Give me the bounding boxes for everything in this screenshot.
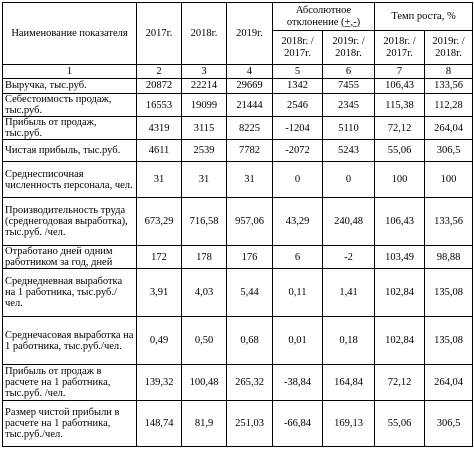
cell-d1: 0 [273,162,323,198]
cell-v2018: 716,58 [182,198,227,246]
cell-v2019: 21444 [227,94,273,117]
row-label: Себестоимость продаж, тыс.руб. [3,94,137,117]
header-growth-rate: Темп роста, % [375,3,473,31]
cell-g2: 135,08 [425,317,473,365]
row-label: Среднедневная выработка на 1 работника, тыс.руб./чел. [3,269,137,317]
cell-v2019: 176 [227,246,273,269]
table-body [3,79,473,447]
cell-v2017: 139,32 [137,365,182,401]
cell-g2: 112,28 [425,94,473,117]
header-absolute-deviation [273,3,375,31]
table-row [3,94,473,117]
row-label: Среднечасовая выработка на 1 работника, тыс.руб./чел. [3,317,137,365]
column-index: 2 [137,65,182,79]
cell-g1: 106,43 [375,79,425,94]
cell-v2017: 0,49 [137,317,182,365]
row-label: Производительность труда (среднегодовая выработка), тыс.руб. /чел. [3,198,137,246]
header-2018: 2018г. [182,3,227,65]
column-index: 8 [425,65,473,79]
cell-v2018: 31 [182,162,227,198]
header-2019: 2019г. [227,3,273,65]
cell-d2: 169,13 [323,401,375,447]
cell-d1: 0,01 [273,317,323,365]
column-index: 5 [273,65,323,79]
cell-g2: 306,5 [425,401,473,447]
abs-dev-label: Абсолютное отклонение [286,5,352,28]
header-2017: 2017г. [137,3,182,65]
cell-d1: 0,11 [273,269,323,317]
cell-d2: 164,84 [323,365,375,401]
cell-g2: 306,5 [425,140,473,162]
cell-d2: 2345 [323,94,375,117]
row-label: Чистая прибыль, тыс.руб. [3,140,137,162]
cell-d1: -38,84 [273,365,323,401]
cell-g1: 102,84 [375,317,425,365]
cell-v2018: 19099 [182,94,227,117]
cell-d1: -2072 [273,140,323,162]
cell-v2018: 0,50 [182,317,227,365]
cell-v2017: 4611 [137,140,182,162]
cell-g1: 115,38 [375,94,425,117]
cell-d1: 2546 [273,94,323,117]
cell-v2019: 29669 [227,79,273,94]
header-name: Наименование показателя [3,3,137,65]
cell-d1: 6 [273,246,323,269]
row-label: Размер чистой прибыли в расчете на 1 работника, тыс.руб./чел. [3,401,137,447]
subheader-abs-1: 2018г. / 2017г. [273,31,323,65]
subheader-abs-2: 2019г. / 2018г. [323,31,375,65]
cell-d1: -66,84 [273,401,323,447]
cell-g1: 102,84 [375,269,425,317]
cell-g2: 133,56 [425,79,473,94]
column-index-row [3,65,473,79]
row-label: Выручка, тыс.руб. [3,79,137,94]
cell-g1: 103,49 [375,246,425,269]
cell-g2: 264,04 [425,365,473,401]
table-row [3,117,473,140]
cell-d1: -1204 [273,117,323,140]
cell-g1: 100 [375,162,425,198]
row-label: Прибыль от продаж, тыс.руб. [3,117,137,140]
cell-v2017: 4319 [137,117,182,140]
cell-d2: 1,41 [323,269,375,317]
row-label: Прибыль от продаж в расчете на 1 работника, тыс.руб. /чел. [3,365,137,401]
table-row [3,140,473,162]
table-row [3,246,473,269]
cell-v2018: 178 [182,246,227,269]
cell-v2018: 81,9 [182,401,227,447]
indicators-table [2,2,473,447]
cell-d1: 43,29 [273,198,323,246]
cell-v2018: 4,03 [182,269,227,317]
table-row [3,269,473,317]
cell-v2019: 0,68 [227,317,273,365]
cell-g1: 72,12 [375,365,425,401]
column-index: 4 [227,65,273,79]
cell-g2: 133,56 [425,198,473,246]
cell-g1: 55,06 [375,401,425,447]
cell-d2: 0 [323,162,375,198]
cell-v2019: 7782 [227,140,273,162]
cell-v2018: 100,48 [182,365,227,401]
cell-v2017: 673,29 [137,198,182,246]
document-page [2,2,472,447]
cell-g1: 72,12 [375,117,425,140]
cell-g1: 106,43 [375,198,425,246]
row-label: Отработано дней одним работником за год, дней [3,246,137,269]
table-row [3,401,473,447]
cell-d2: 7455 [323,79,375,94]
cell-v2019: 5,44 [227,269,273,317]
cell-v2019: 265,32 [227,365,273,401]
column-index: 7 [375,65,425,79]
cell-v2017: 3,91 [137,269,182,317]
cell-d2: 5243 [323,140,375,162]
cell-v2017: 148,74 [137,401,182,447]
subheader-growth-1: 2018г. / 2017г. [375,31,425,65]
column-index: 6 [323,65,375,79]
cell-g2: 135,08 [425,269,473,317]
column-index: 3 [182,65,227,79]
table-row [3,317,473,365]
cell-v2017: 20872 [137,79,182,94]
cell-v2017: 16553 [137,94,182,117]
cell-v2019: 957,06 [227,198,273,246]
cell-v2017: 172 [137,246,182,269]
cell-d1: 1342 [273,79,323,94]
table-row [3,79,473,94]
cell-g2: 100 [425,162,473,198]
cell-v2019: 251,03 [227,401,273,447]
table-row [3,162,473,198]
cell-v2018: 3115 [182,117,227,140]
row-label: Среднесписочная численность персонала, чел. [3,162,137,198]
cell-d2: 240,48 [323,198,375,246]
cell-v2017: 31 [137,162,182,198]
cell-v2019: 8225 [227,117,273,140]
subheader-growth-2: 2019г. / 2018г. [425,31,473,65]
cell-v2018: 2539 [182,140,227,162]
cell-g1: 55,06 [375,140,425,162]
cell-d2: 0,18 [323,317,375,365]
cell-d2: 5110 [323,117,375,140]
cell-v2018: 22214 [182,79,227,94]
cell-g2: 264,04 [425,117,473,140]
cell-d2: -2 [323,246,375,269]
cell-g2: 98,88 [425,246,473,269]
cell-v2019: 31 [227,162,273,198]
abs-dev-sign: (+,-) [341,16,361,28]
column-index: 1 [3,65,137,79]
header-row [3,3,473,31]
table-row [3,198,473,246]
table-row [3,365,473,401]
